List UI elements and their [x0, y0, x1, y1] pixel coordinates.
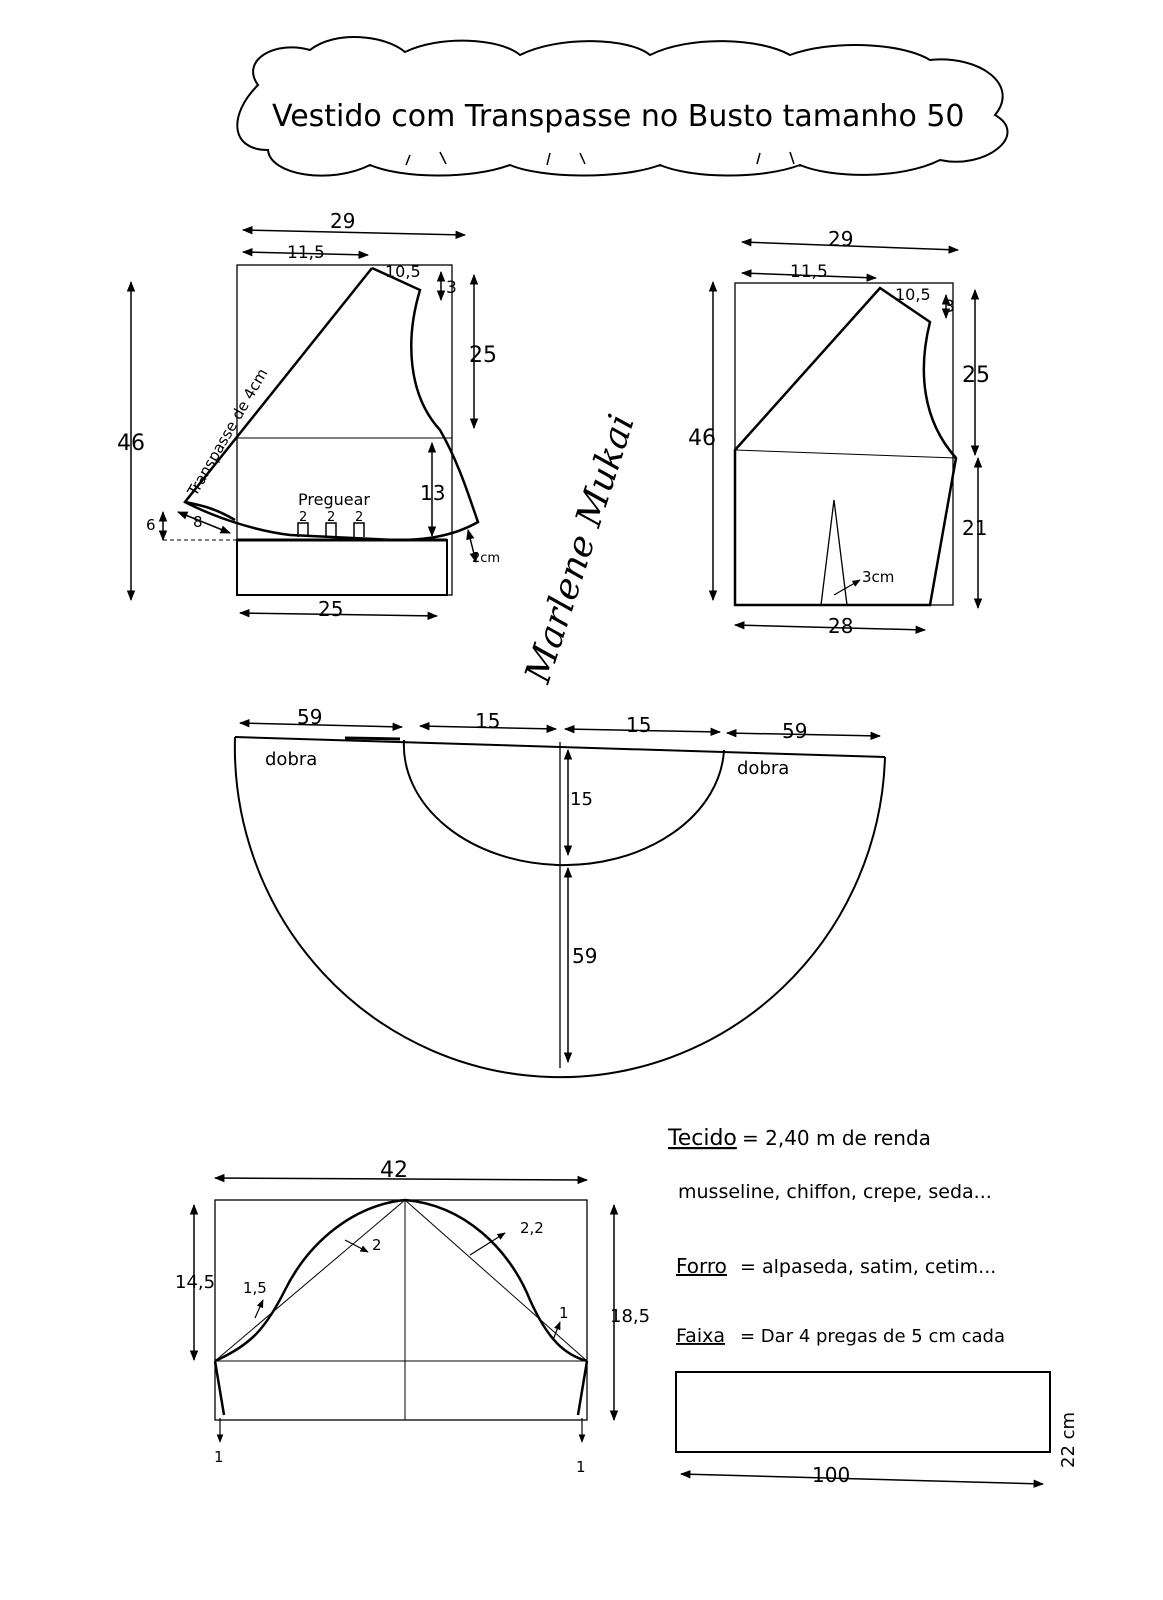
skirt-inner-arc	[404, 740, 724, 865]
front-pleat-1: 2	[299, 510, 308, 525]
back-bodice	[713, 242, 978, 630]
back-shoulder-drop: 3	[944, 297, 955, 317]
sash-text: = Dar 4 pregas de 5 cm cada	[740, 1326, 1005, 1347]
front-shoulder-offset: 11,5	[287, 243, 325, 263]
sleeve-cap-right: 18,5	[610, 1306, 651, 1327]
skirt-inner-left: 15	[475, 709, 501, 733]
back-frame	[735, 283, 953, 605]
front-wrap-label: Transpasse de 4cm	[183, 365, 272, 499]
skirt-length: 59	[572, 944, 598, 968]
notes-block	[667, 1126, 1005, 1347]
front-bodice	[131, 230, 478, 616]
front-left-drop: 6	[146, 516, 156, 534]
sash-piece	[676, 1372, 1050, 1484]
front-waist-offset: 2cm	[472, 551, 501, 566]
sleeve-cap-left: 14,5	[175, 1272, 216, 1293]
skirt-fold-left: dobra	[265, 749, 318, 770]
back-shoulder-offset: 11,5	[790, 262, 828, 282]
sash-rect	[676, 1372, 1050, 1452]
front-pleat-2: 2	[327, 510, 336, 525]
back-outline	[735, 288, 956, 605]
front-side-lower: 13	[420, 481, 446, 505]
sleeve-left-bottom: 1	[214, 1448, 224, 1466]
lining-key: Forro	[676, 1254, 727, 1278]
sleeve-right-mid: 2,2	[520, 1219, 544, 1237]
front-height: 46	[117, 431, 145, 456]
sleeve-right-low: 1	[559, 1304, 569, 1322]
sleeve-width: 42	[380, 1158, 408, 1183]
front-shoulder: 10,5	[385, 262, 421, 281]
front-pleat-3: 2	[355, 510, 364, 525]
skirt-fold-right: dobra	[737, 758, 790, 779]
skirt-inner-right: 15	[626, 713, 652, 737]
front-width-top: 29	[330, 209, 356, 233]
skirt-inner-radius: 15	[570, 789, 593, 810]
front-bottom-width: 25	[318, 597, 344, 621]
skirt-outer-left: 59	[297, 705, 323, 729]
back-side-lower: 21	[962, 516, 988, 540]
sleeve-piece	[194, 1178, 614, 1442]
lining-text: = alpaseda, satim, cetim...	[740, 1256, 997, 1278]
sash-key: Faixa	[676, 1325, 725, 1347]
front-frame	[237, 265, 452, 595]
front-shoulder-drop: 3	[446, 278, 457, 298]
fabric-line1: = 2,40 m de renda	[742, 1126, 931, 1150]
fabric-line2: musseline, chiffon, crepe, seda...	[678, 1181, 992, 1203]
front-gather-label: Preguear	[298, 490, 370, 509]
front-waistband	[237, 540, 447, 595]
title: Vestido com Transpasse no Busto tamanho 50	[272, 99, 965, 134]
sleeve-left-curve: 1,5	[243, 1279, 267, 1297]
fabric-key: Tecido	[668, 1126, 737, 1151]
back-width-top: 29	[828, 227, 854, 251]
back-height: 46	[688, 426, 716, 451]
sleeve-left-mid: 2	[372, 1236, 382, 1254]
sleeve-right-bottom: 1	[576, 1458, 586, 1476]
front-left-offset: 8	[193, 513, 203, 531]
front-armhole-depth: 25	[469, 343, 497, 368]
back-shoulder: 10,5	[895, 285, 931, 304]
back-armhole-depth: 25	[962, 363, 990, 388]
back-dart-label: 3cm	[862, 568, 895, 586]
skirt-outer-right: 59	[782, 719, 808, 743]
signature: Marlene Mukai	[517, 409, 643, 688]
back-bottom-width: 28	[828, 614, 854, 638]
sash-length: 100	[812, 1463, 851, 1487]
sash-height: 22 cm	[1058, 1411, 1079, 1468]
